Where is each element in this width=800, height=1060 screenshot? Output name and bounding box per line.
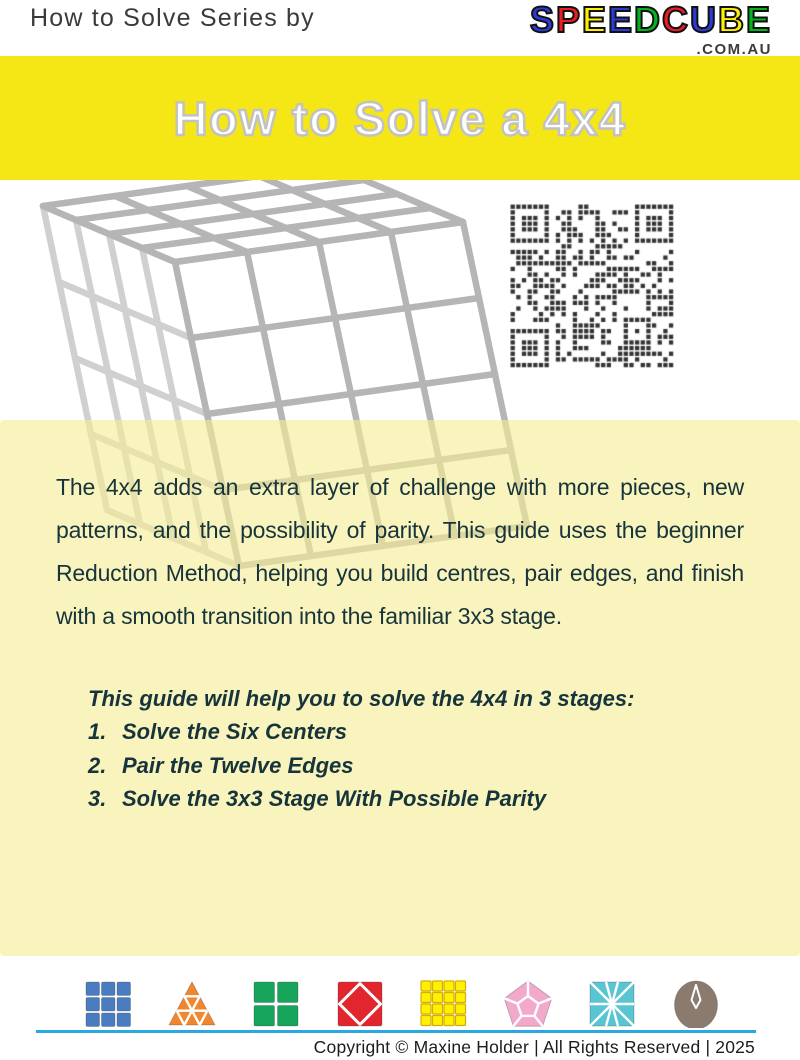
logo-letter: E — [581, 0, 608, 40]
cube-2x2-icon — [252, 980, 300, 1028]
series-title: How to Solve Series by — [30, 4, 315, 32]
stage-number: 1. — [88, 719, 107, 744]
copyright-text: Copyright © Maxine Holder | All Rights Reserved | 2025 — [313, 1037, 755, 1057]
logo-letter: U — [689, 0, 718, 40]
logo-domain: .COM.AU — [696, 41, 772, 58]
cube-4x4-icon — [420, 980, 468, 1028]
stage-label: Solve the 3x3 Stage With Possible Parity — [122, 786, 547, 811]
footer-divider — [36, 1030, 756, 1033]
stage-item — [88, 715, 800, 749]
page-header — [0, 0, 800, 56]
speedcube-logo — [530, 0, 772, 58]
stages-list — [88, 715, 800, 816]
stage-item — [88, 782, 800, 816]
logo-letter: P — [555, 0, 582, 40]
logo-letter: E — [607, 0, 634, 40]
qr-code — [510, 204, 674, 368]
skewb-icon — [336, 980, 384, 1028]
title-banner — [0, 56, 800, 180]
stage-item — [88, 749, 800, 783]
logo-letter: S — [529, 0, 556, 40]
cube-3x3-icon — [84, 980, 132, 1028]
square1-icon — [588, 980, 636, 1028]
stage-number: 3. — [88, 786, 107, 811]
page-title: How to Solve a 4x4 — [173, 91, 627, 145]
puzzle-icon-belt — [84, 978, 720, 1030]
stage-label: Solve the Six Centers — [122, 719, 347, 744]
megaminx-icon — [504, 980, 552, 1028]
logo-letter: E — [745, 0, 772, 40]
pyraminx-icon — [168, 980, 216, 1028]
intro-panel — [0, 420, 800, 956]
logo-letter: B — [717, 0, 746, 40]
intro-paragraph: The 4x4 adds an extra layer of challenge with more pieces, new patterns, and the possibility of parity. This guide uses the beginner Reduction Method, helping you build centres, pair edges, and finish with a smooth transition into the familiar 3x3 stage. — [56, 474, 744, 629]
stage-label: Pair the Twelve Edges — [122, 752, 354, 778]
logo-letter: D — [633, 0, 662, 40]
logo-letter: C — [661, 0, 690, 40]
clock-icon — [672, 980, 720, 1028]
stages-block — [88, 682, 800, 816]
stage-number: 2. — [88, 752, 107, 778]
speedcube-wordmark — [530, 0, 772, 40]
stages-intro: This guide will help you to solve the 4x4 in 3 stages: — [88, 686, 635, 711]
